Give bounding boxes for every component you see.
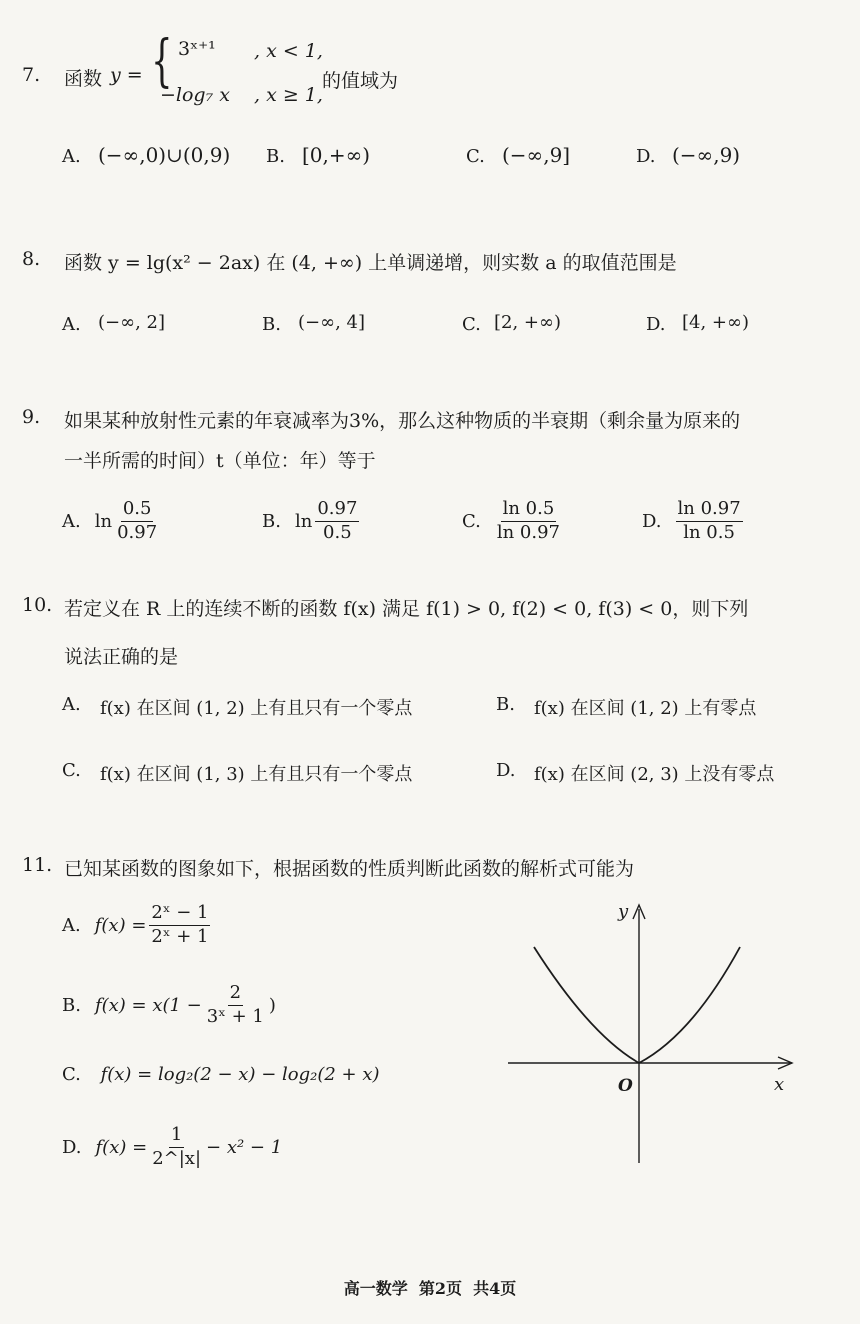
option-label: C. (462, 510, 481, 532)
fraction (150, 1126, 203, 1169)
option-label: B. (262, 510, 281, 532)
option-a-text: (−∞,0)∪(0,9) (98, 143, 231, 167)
question-number: 8. (22, 248, 41, 270)
question-stem-suffix: 的值域为 (322, 70, 399, 92)
origin-label: O (618, 1076, 633, 1096)
numerator: 0.5 (121, 500, 154, 522)
option-label: B. (62, 994, 81, 1016)
question-stem-line-1: 如果某种放射性元素的年衰减率为3%，那么这种物质的半衰期（剩余量为原来的 (64, 410, 741, 432)
option-d-text: [4, +∞) (682, 312, 750, 333)
option-d-text: (−∞,9) (672, 143, 741, 167)
piecewise-case-1-condition: , x < 1, (254, 40, 323, 62)
piecewise-case-1-expr: 3ˣ⁺¹ (178, 38, 216, 60)
question-number: 9. (22, 406, 41, 428)
question-stem: 函数 y = lg(x² − 2ax) 在 (4, +∞) 上单调递增，则实数 a 的取值范围是 (64, 252, 677, 274)
option-label: A. (62, 914, 81, 936)
option-c (462, 500, 565, 543)
question-number: 11. (22, 854, 53, 876)
fraction (676, 500, 743, 543)
fraction (149, 904, 210, 947)
option-a-text: (−∞, 2] (98, 312, 166, 333)
option-a-label: A. (62, 694, 81, 715)
option-d-label: D. (646, 314, 666, 335)
curve (534, 947, 740, 1063)
option-a (62, 904, 213, 947)
question-stem: 函数 (64, 68, 103, 90)
option-b-text: (−∞, 4] (298, 312, 366, 333)
option-c-text: [2, +∞) (494, 312, 562, 333)
numerator: 2 (228, 984, 243, 1006)
option-b-text: f(x) 在区间 (1, 2) 上有零点 (534, 698, 757, 719)
denominator: ln 0.5 (683, 521, 735, 543)
lhs: f(x) = (94, 914, 147, 936)
question-number: 10. (22, 594, 53, 616)
option-c-text: f(x) 在区间 (1, 3) 上有且只有一个零点 (100, 764, 413, 785)
denominator: 3ˣ + 1 (206, 1005, 264, 1027)
math-expression: y = (110, 64, 143, 86)
ln-prefix: ln (94, 510, 113, 532)
denominator: ln 0.97 (496, 521, 561, 543)
option-c-text: (−∞,9] (502, 143, 571, 167)
option-c-label: C. (62, 760, 81, 781)
option-b-label: B. (496, 694, 515, 715)
option-d (642, 500, 746, 543)
numerator: 1 (169, 1126, 184, 1148)
fraction (315, 500, 359, 543)
option-d-label: D. (496, 760, 516, 781)
fraction (115, 500, 159, 543)
option-text: f(x) = log₂(2 − x) − log₂(2 + x) (100, 1064, 380, 1085)
option-d-label: D. (636, 146, 656, 167)
numerator: ln 0.97 (676, 500, 743, 522)
option-a-label: A. (62, 146, 81, 167)
denominator: 0.5 (323, 521, 352, 543)
option-b-label: B. (262, 314, 281, 335)
lhs: f(x) = (95, 1136, 148, 1158)
question-stem-line-2: 说法正确的是 (64, 646, 179, 668)
x-axis-label: x (774, 1074, 785, 1095)
option-b-text: [0,+∞) (302, 143, 371, 167)
page-footer: 高一数学 第2页 共4页 (343, 1279, 517, 1298)
left-brace-icon: { (151, 29, 173, 94)
y-axis-label: y (618, 901, 629, 922)
option-label: D. (62, 1136, 82, 1158)
denominator: 2^|x| (152, 1147, 202, 1169)
rhs: − x² − 1 (206, 1136, 283, 1158)
question-stem-line-2: 一半所需的时间）t（单位：年）等于 (64, 450, 376, 472)
piecewise-case-2-expr: −log₇ x (160, 84, 230, 106)
option-b (62, 984, 276, 1027)
option-c-label: C. (462, 314, 481, 335)
numerator: 0.97 (315, 500, 359, 522)
fraction (495, 500, 562, 543)
option-a (62, 500, 162, 543)
option-a-label: A. (62, 314, 81, 335)
option-a-text: f(x) 在区间 (1, 2) 上有且只有一个零点 (100, 698, 413, 719)
denominator: 0.97 (117, 521, 158, 543)
option-b-label: B. (266, 146, 285, 167)
option-c (62, 1064, 380, 1085)
fraction (205, 984, 266, 1027)
rhs: ) (268, 994, 276, 1016)
option-c-label: C. (466, 146, 485, 167)
option-label: C. (62, 1064, 81, 1085)
question-stem: 已知某函数的图象如下，根据函数的性质判断此函数的解析式可能为 (64, 858, 635, 880)
question-number: 7. (22, 64, 41, 86)
ln-prefix: ln (294, 510, 313, 532)
denominator: 2ˣ + 1 (151, 925, 209, 947)
lhs: f(x) = x(1 − (94, 994, 202, 1016)
option-d-text: f(x) 在区间 (2, 3) 上没有零点 (534, 764, 775, 785)
option-label: A. (62, 510, 81, 532)
numerator: ln 0.5 (501, 500, 557, 522)
option-d (62, 1126, 282, 1169)
piecewise-case-2-condition: , x ≥ 1, (254, 84, 323, 106)
numerator: 2ˣ − 1 (149, 904, 210, 926)
question-stem-line-1: 若定义在 R 上的连续不断的函数 f(x) 满足 f(1) > 0, f(2) < 0, f(3) < 0，则下列 (64, 598, 749, 620)
option-b (262, 500, 362, 543)
function-graph (500, 895, 810, 1170)
option-label: D. (642, 510, 662, 532)
